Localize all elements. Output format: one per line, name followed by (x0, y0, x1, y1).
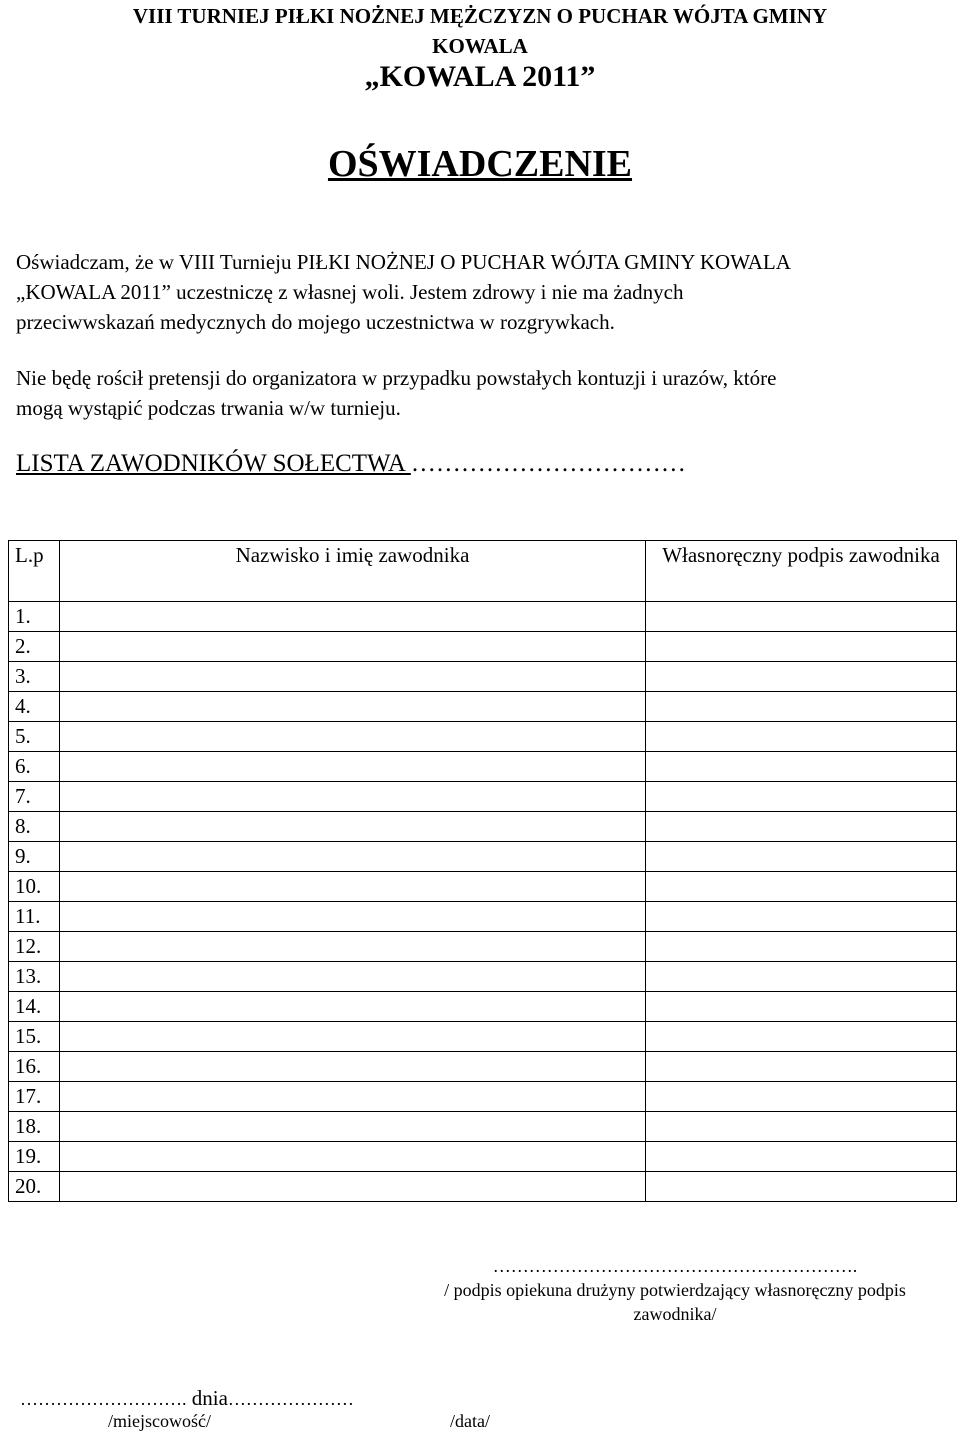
dnia-label: dnia (186, 1386, 228, 1410)
player-signature-cell[interactable] (646, 632, 957, 662)
row-number: 11. (9, 902, 60, 932)
row-number: 3. (9, 662, 60, 692)
row-number: 16. (9, 1052, 60, 1082)
player-signature-cell[interactable] (646, 1142, 957, 1172)
player-table (8, 540, 957, 1202)
table-row (9, 1112, 957, 1142)
player-name-cell[interactable] (60, 602, 646, 632)
player-signature-cell[interactable] (646, 812, 957, 842)
player-name-cell[interactable] (60, 1022, 646, 1052)
player-name-cell[interactable] (60, 1052, 646, 1082)
player-name-cell[interactable] (60, 1112, 646, 1142)
player-name-cell[interactable] (60, 782, 646, 812)
table-row (9, 812, 957, 842)
player-signature-cell[interactable] (646, 782, 957, 812)
table-row (9, 722, 957, 752)
row-number: 5. (9, 722, 60, 752)
player-signature-cell[interactable] (646, 992, 957, 1022)
place-date-line (20, 1386, 354, 1411)
table-row (9, 902, 957, 932)
row-number: 9. (9, 842, 60, 872)
player-list-title (16, 450, 686, 478)
row-number: 4. (9, 692, 60, 722)
player-name-cell[interactable] (60, 1082, 646, 1112)
player-name-cell[interactable] (60, 692, 646, 722)
table-row (9, 1022, 957, 1052)
player-name-cell[interactable] (60, 812, 646, 842)
table-row (9, 1172, 957, 1202)
player-signature-cell[interactable] (646, 1052, 957, 1082)
village-name-field[interactable]: …………………………… (410, 450, 686, 477)
table-row (9, 932, 957, 962)
guardian-signature-line[interactable]: ……………………………………………………. (492, 1256, 858, 1276)
row-number: 2. (9, 632, 60, 662)
table-row (9, 782, 957, 812)
row-number: 14. (9, 992, 60, 1022)
table-row (9, 1052, 957, 1082)
place-field[interactable]: ………………………. (20, 1389, 187, 1409)
table-row (9, 692, 957, 722)
tournament-title-line1: VIII TURNIEJ PIŁKI NOŻNEJ MĘŻCZYZN O PUCHAR WÓJTA GMINY (132, 4, 828, 28)
table-row (9, 602, 957, 632)
player-name-cell[interactable] (60, 632, 646, 662)
row-number: 7. (9, 782, 60, 812)
table-row (9, 1142, 957, 1172)
tournament-name: „KOWALA 2011” (364, 60, 596, 93)
table-row (9, 962, 957, 992)
player-signature-cell[interactable] (646, 1082, 957, 1112)
player-list-title-text: LISTA ZAWODNIKÓW SOŁECTWA (16, 450, 405, 477)
table-row (9, 842, 957, 872)
guardian-signature-caption-line2: zawodnika/ (633, 1304, 717, 1324)
row-number: 12. (9, 932, 60, 962)
row-number: 15. (9, 1022, 60, 1052)
row-number: 18. (9, 1112, 60, 1142)
player-signature-cell[interactable] (646, 752, 957, 782)
row-number: 19. (9, 1142, 60, 1172)
row-number: 1. (9, 602, 60, 632)
table-row (9, 752, 957, 782)
row-number: 17. (9, 1082, 60, 1112)
player-signature-cell[interactable] (646, 842, 957, 872)
player-signature-cell[interactable] (646, 1172, 957, 1202)
paragraph2-line1: Nie będę rościł pretensji do organizatora w przypadku powstałych kontuzji i urazów, które (16, 366, 777, 390)
player-signature-cell[interactable] (646, 902, 957, 932)
header-signature: Własnoręczny podpis zawodnika (646, 541, 957, 602)
row-number: 8. (9, 812, 60, 842)
declaration-title: OŚWIADCZENIE (327, 143, 633, 185)
player-signature-cell[interactable] (646, 662, 957, 692)
player-signature-cell[interactable] (646, 962, 957, 992)
player-signature-cell[interactable] (646, 602, 957, 632)
player-signature-cell[interactable] (646, 932, 957, 962)
header-lp: L.p (9, 541, 60, 602)
row-number: 13. (9, 962, 60, 992)
table-row (9, 632, 957, 662)
date-field[interactable]: ………………… (227, 1389, 354, 1409)
player-signature-cell[interactable] (646, 722, 957, 752)
player-name-cell[interactable] (60, 842, 646, 872)
player-signature-cell[interactable] (646, 692, 957, 722)
player-name-cell[interactable] (60, 992, 646, 1022)
row-number: 20. (9, 1172, 60, 1202)
table-row (9, 992, 957, 1022)
table-row (9, 872, 957, 902)
row-number: 10. (9, 872, 60, 902)
player-name-cell[interactable] (60, 722, 646, 752)
player-name-cell[interactable] (60, 962, 646, 992)
player-signature-cell[interactable] (646, 1112, 957, 1142)
header-name: Nazwisko i imię zawodnika (60, 541, 646, 602)
player-signature-cell[interactable] (646, 1022, 957, 1052)
paragraph2-line2: mogą wystąpić podczas trwania w/w turnieju. (16, 396, 401, 420)
table-header-row (9, 541, 957, 602)
paragraph1-line3: przeciwwskazań medycznych do mojego uczestnictwa w rozgrywkach. (16, 310, 615, 334)
table-row (9, 662, 957, 692)
paragraph1-line1: Oświadczam, że w VIII Turnieju PIŁKI NOŻNEJ O PUCHAR WÓJTA GMINY KOWALA (16, 250, 791, 274)
player-name-cell[interactable] (60, 872, 646, 902)
player-name-cell[interactable] (60, 1172, 646, 1202)
paragraph1-line2: „KOWALA 2011” uczestniczę z własnej woli. Jestem zdrowy i nie ma żadnych (16, 280, 684, 304)
tournament-title-line2: KOWALA (432, 34, 528, 58)
player-name-cell[interactable] (60, 932, 646, 962)
player-name-cell[interactable] (60, 902, 646, 932)
row-number: 6. (9, 752, 60, 782)
table-row (9, 1082, 957, 1112)
date-label: /data/ (450, 1411, 490, 1431)
player-signature-cell[interactable] (646, 872, 957, 902)
place-label: /miejscowość/ (108, 1411, 211, 1431)
guardian-signature-caption-line1: / podpis opiekuna drużyny potwierdzający własnoręczny podpis (444, 1280, 906, 1300)
player-name-cell[interactable] (60, 662, 646, 692)
player-name-cell[interactable] (60, 752, 646, 782)
player-name-cell[interactable] (60, 1142, 646, 1172)
